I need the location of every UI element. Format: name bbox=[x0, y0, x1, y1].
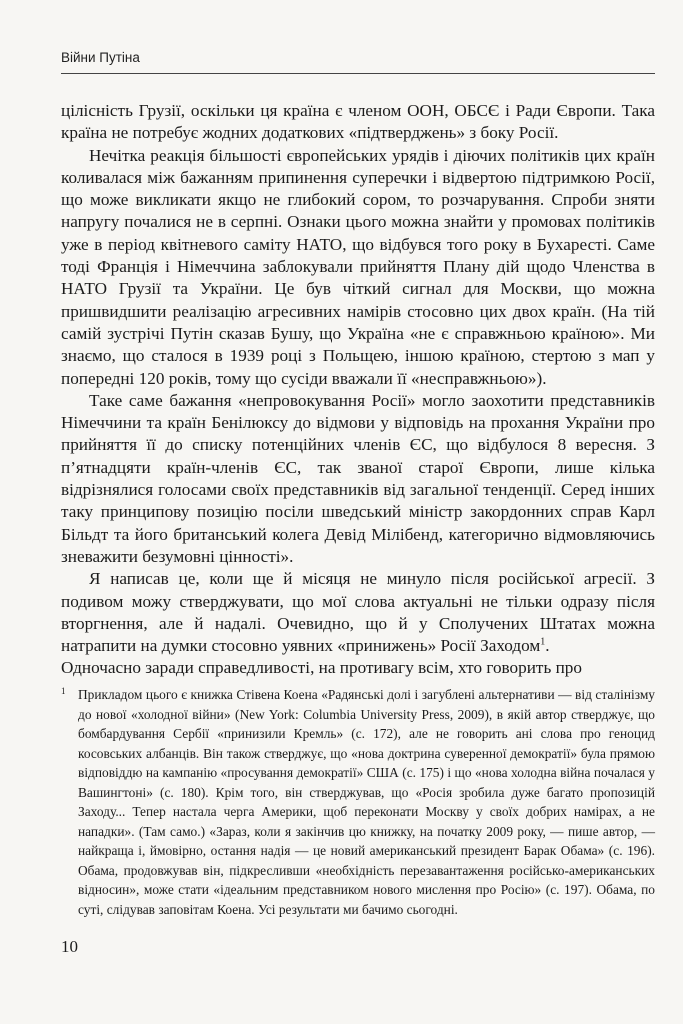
header-divider bbox=[61, 73, 655, 74]
paragraph-4-text: Я написав це, коли ще й місяця не минуло після російської агресії. З подивом можу стверджувати, що мої слова актуальні не тільки одразу після вторгнення, але й надалі. Очевидно, що й у Сполучених Штатах можна натрапити на думки стосовно уявних «принижень» Росії Заходом bbox=[61, 569, 655, 656]
footnote-marker: 1 bbox=[61, 686, 66, 696]
running-header-title: Війни Путіна bbox=[61, 50, 140, 65]
footnote bbox=[61, 685, 655, 919]
footnote-paragraph bbox=[61, 685, 655, 919]
paragraph-4 bbox=[61, 568, 655, 657]
paragraph-1: цілісність Грузії, оскільки ця країна є членом ООН, ОБСЄ і Ради Європи. Така країна не потребує жодних додаткових «підтверджень» з боку Росії. bbox=[61, 101, 655, 143]
footnote-reference[interactable]: 1 bbox=[540, 636, 546, 648]
paragraph-3: Таке саме бажання «непровокування Росії» могло заохотити представників Німеччини та країн Бенілюксу до відмови у відповідь на прохання України про прийняття її до списку потенційних членів ЄС, що відбулося 8 вересня. З п’ятнадцяти країн-членів ЄС, так званої старої Європи, лише кілька відрізнялися голосами своїх представників від загальної тенденції. Серед інших таку принципову позицію посіли шведський міністр закордонних справ Карл Більдт та його британський колега Девід Мілібенд, категорично відмовляючись зневажити безумовні цінності». bbox=[61, 390, 655, 566]
main-text bbox=[61, 100, 655, 680]
paragraph-2: Нечітка реакція більшості європейських урядів і діючих політиків цих країн коливалася між бажанням припинення суперечки і відвертою підтримкою Росії, що може викликати якщо не глибокий сором, то розчарування. Спроби зняти напругу почалися не в серпні. Ознаки цього можна знайти у промовах політиків уже в період квітневого саміту НАТО, що відбувся того року в Бухаресті. Саме тоді Франція і Німеччина заблокували прийняття Плану дій щодо Членства в НАТО Грузії та України. Це був чіткий сигнал для Москви, що можна пришвидшити реалізацію агресивних намірів стосовно цих двох країн. (На тій самій зустрічі Путін сказав Бушу, що Україна «не є справжньою країною». Ми знаємо, що сталося в 1939 році з Польщею, іншою країною, стертою з мап у попередні 120 років, тому що сусіди вважали її «несправжньою»). bbox=[61, 145, 655, 388]
page-number: 10 bbox=[61, 937, 78, 956]
paragraph-4-end: . bbox=[545, 636, 550, 656]
footnote-text: Прикладом цього є книжка Стівена Коена «Радянські долі і загублені альтернативи — від сталінізму до нової «холодної війни» (New York: Columbia University Press, 2009), в якій автор стверджує, що бомбардування Сербії «принизили Кремль» (с. 172), але не говорить ані слова про геноцид косовських албанців. Він також стверджує, що «нова доктрина суверенної демократії» була прямою відповіддю на кампанію «просування демократії» США (с. 175) і що «нова холодна війна почалася у Вашингтоні» (с. 180). Крім того, він стверджував, що «Росія зробила дуже багато пропозицій Заходу... Тепер настала черга Америки, щоб переконати Москву у своїх добрих намірах, а не нападки». (Там само.) «Зараз, коли я закінчив цю книжку, на початку 2009 року, — пише автор, — найкраща і, ймовірно, остання надія — це новий американський президент Барак Обама» (с. 196). Обама, продовжував він, підкресливши «необхідність перезавантаження російсько-американських відносин», може стати «ідеальним представником нового мислення про Росію» (с. 197). Обама, по суті, слідував заповітам Коена. Усі результати ми бачимо сьогодні. bbox=[78, 687, 655, 917]
paragraph-5: Одночасно заради справедливості, на противагу всім, хто говорить про bbox=[61, 658, 582, 678]
